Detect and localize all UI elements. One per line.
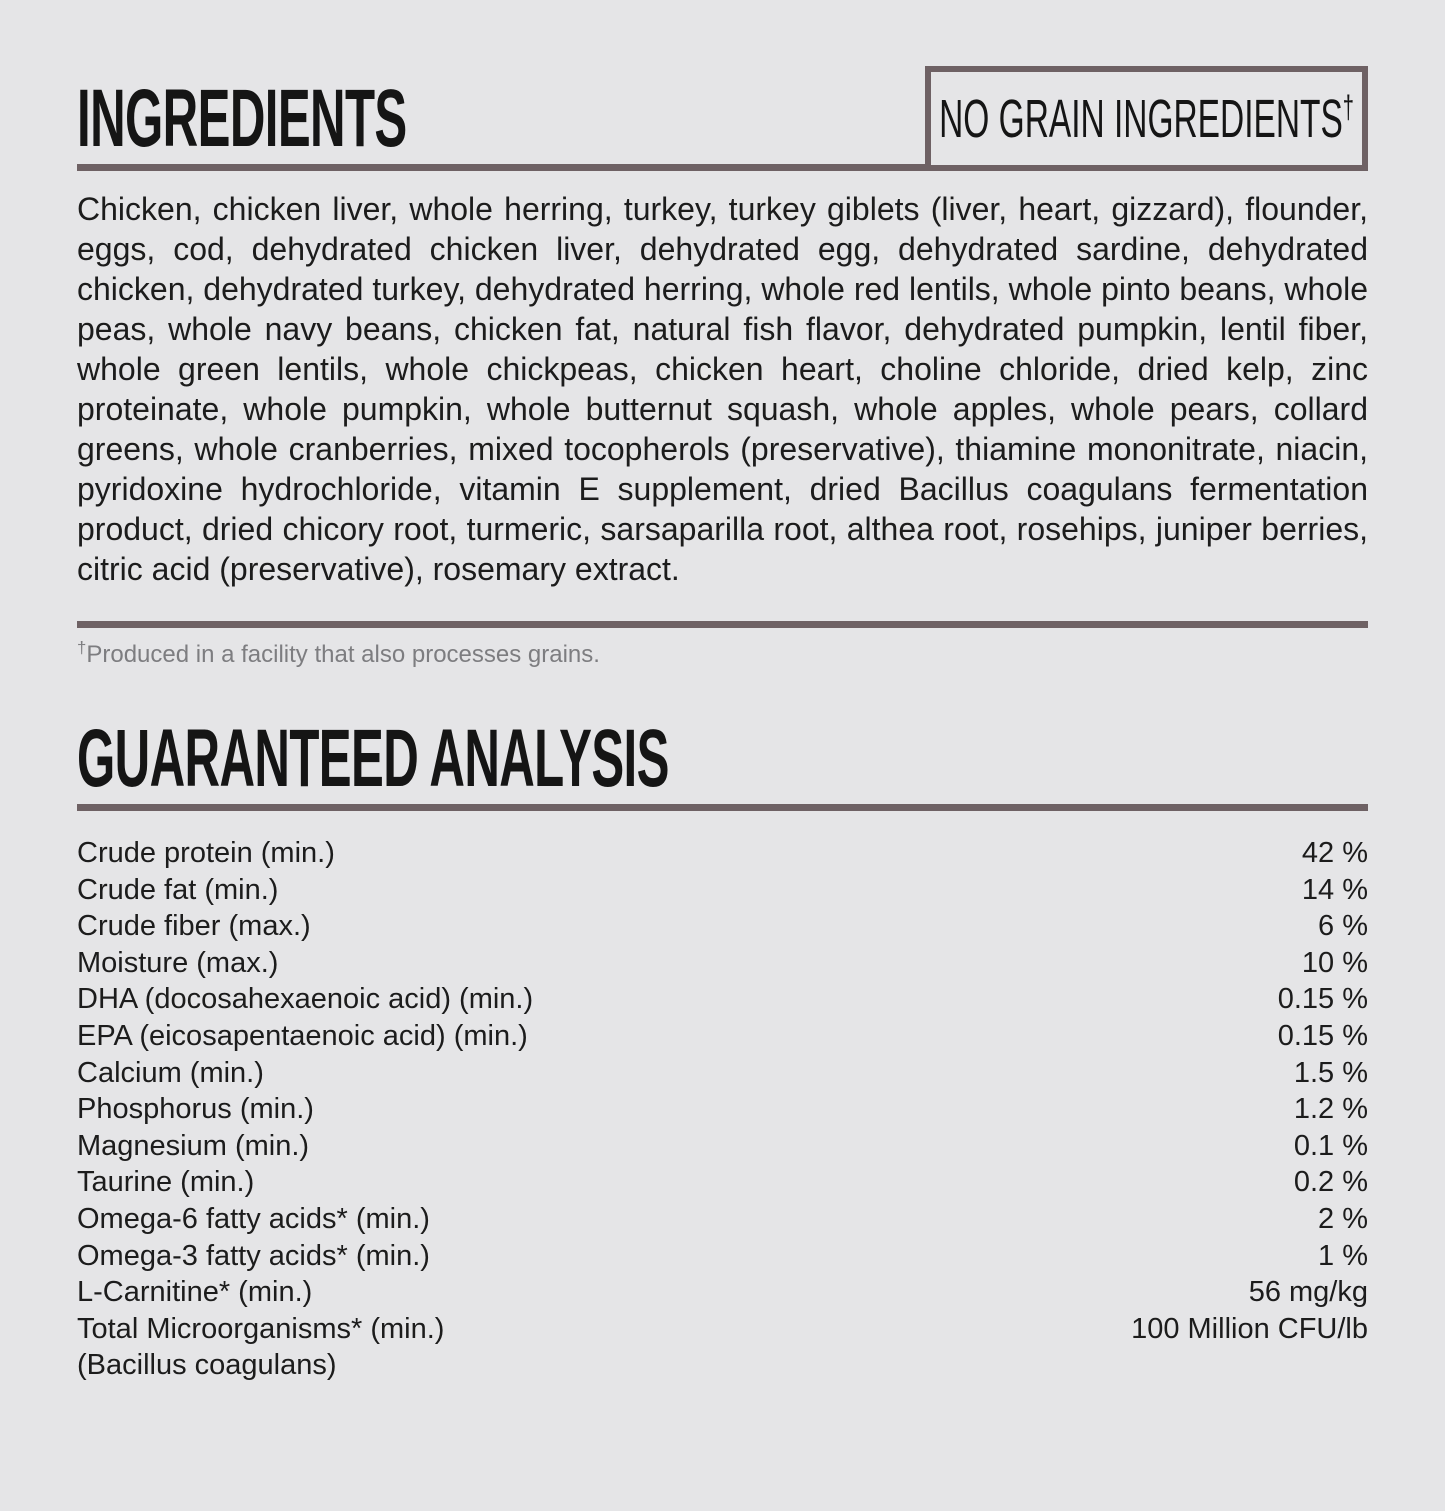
row-value: 1.2 %: [1293, 1093, 1368, 1126]
no-grain-badge-dagger: †: [1342, 88, 1354, 125]
table-row: [77, 1311, 1368, 1348]
row-value: 42 %: [1301, 837, 1368, 869]
table-row: [77, 1164, 1368, 1201]
row-value: 10 %: [1301, 946, 1368, 979]
no-grain-badge: [925, 66, 1368, 171]
table-row: [77, 1238, 1368, 1275]
row-value: 0.15 %: [1277, 983, 1368, 1016]
row-label: EPA (eicosapentaenoic acid) (min.): [77, 1019, 528, 1052]
row-label: Moisture (max.): [77, 946, 279, 979]
guaranteed-analysis-table: [77, 835, 1368, 1384]
ingredients-title: INGREDIENTS: [77, 73, 407, 164]
ingredients-header-row: [77, 66, 1368, 171]
row-label: Crude fiber (max.): [77, 910, 311, 943]
ingredients-list-text: Chicken, chicken liver, whole herring, turkey, turkey giblets (liver, heart, gizzard), flounder, eggs, cod, dehydrated chicken liver, dehydrated egg, dehydrated sardine, dehydrated chicken, dehydrated turkey, dehydrated herring, whole red lentils, whole pinto beans, whole peas, whole navy beans, chicken fat, natural fish flavor, dehydrated pumpkin, lentil fiber, whole green lentils, whole chickpeas, chicken heart, choline chloride, dried kelp, zinc proteinate, whole pumpkin, whole butternut squash, whole apples, whole pears, collard greens, whole cranberries, mixed tocopherols (preservative), thiamine mononitrate, niacin, pyridoxine hydrochloride, vitamin E supplement, dried Bacillus coagulans fermentation product, dried chicory root, turmeric, sarsaparilla root, althea root, rosehips, juniper berries, citric acid (preservative), rosemary extract.: [77, 191, 1368, 587]
table-row: [77, 945, 1368, 982]
grain-footnote: [77, 640, 1368, 670]
row-label: Taurine (min.): [77, 1166, 255, 1199]
row-value: 1.5 %: [1293, 1056, 1368, 1089]
table-row: [77, 1201, 1368, 1238]
table-row: [77, 1347, 1368, 1384]
row-value: 56 mg/kg: [1248, 1276, 1368, 1309]
row-label: Phosphorus (min.): [77, 1093, 314, 1126]
table-row: [77, 1055, 1368, 1092]
grain-footnote-text: Produced in a facility that also processes grains.: [86, 641, 600, 668]
row-label: L-Carnitine* (min.): [77, 1276, 313, 1309]
row-label: Magnesium (min.): [77, 1129, 310, 1162]
label-page: [0, 66, 1445, 1384]
guaranteed-analysis-title: GUARANTEED ANALYSIS: [77, 713, 669, 804]
row-label: (Bacillus coagulans): [77, 1349, 337, 1382]
row-value: 14 %: [1301, 873, 1368, 906]
row-value: 1 %: [1318, 1239, 1368, 1272]
no-grain-badge-text: [939, 88, 1354, 149]
row-label: Crude fat (min.): [77, 873, 279, 906]
row-label: Omega-3 fatty acids* (min.): [77, 1239, 430, 1272]
row-value: 0.15 %: [1277, 1019, 1368, 1052]
table-row: [77, 1274, 1368, 1311]
row-label: DHA (docosahexaenoic acid) (min.): [77, 983, 534, 1016]
row-label: Calcium (min.): [77, 1056, 264, 1089]
row-value: 2 %: [1318, 1202, 1368, 1235]
table-row: [77, 835, 1368, 872]
table-row: [77, 1091, 1368, 1128]
row-value: 0.1 %: [1293, 1129, 1368, 1162]
row-value: 0.2 %: [1293, 1166, 1368, 1199]
row-label: Omega-6 fatty acids* (min.): [77, 1202, 430, 1235]
row-label: Total Microorganisms* (min.): [77, 1312, 445, 1345]
row-value: 100 Million CFU/lb: [1131, 1312, 1368, 1345]
table-row: [77, 872, 1368, 909]
no-grain-badge-label: NO GRAIN INGREDIENTS: [939, 88, 1343, 149]
guaranteed-analysis-header-row: [77, 713, 1368, 811]
table-row: [77, 1128, 1368, 1165]
ingredients-title-wrap: [77, 73, 626, 164]
row-label: Crude protein (min.): [77, 837, 335, 869]
table-row: [77, 908, 1368, 945]
row-value: 6 %: [1318, 910, 1368, 943]
table-row: [77, 981, 1368, 1018]
table-row: [77, 1018, 1368, 1055]
grain-footnote-dagger: †: [77, 638, 87, 657]
divider: [77, 621, 1368, 628]
